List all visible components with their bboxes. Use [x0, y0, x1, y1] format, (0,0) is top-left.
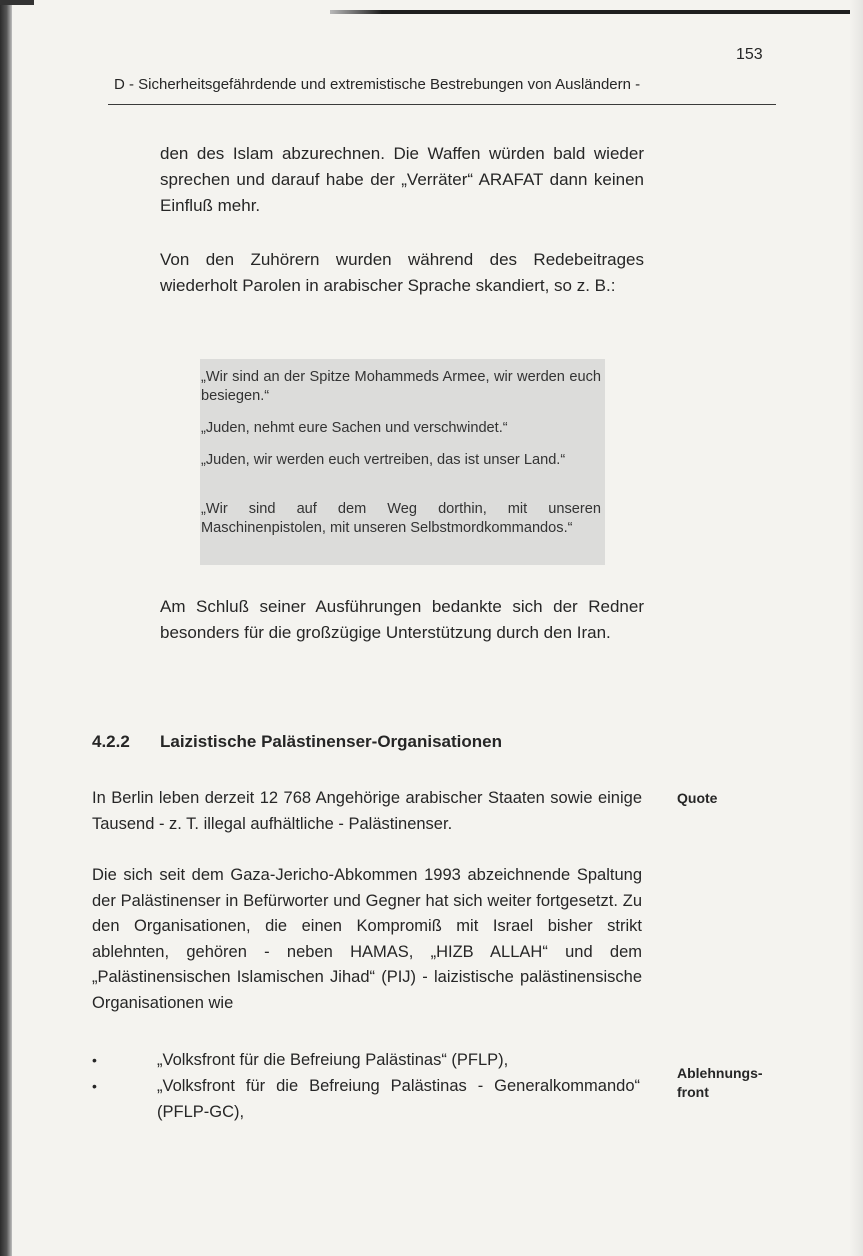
paragraph-closing: Am Schluß seiner Ausführungen bedankte sich der Redner besonders für die großzügige Unterstützung durch den Iran.	[160, 597, 644, 642]
list-item-text: „Volksfront für die Befreiung Palästinas“ (PFLP),	[157, 1051, 509, 1069]
page-number: 153	[736, 46, 763, 63]
margin-note: Ablehnungs-front	[677, 1065, 763, 1100]
margin-note: Quote	[677, 790, 718, 806]
top-edge-rule	[330, 10, 850, 14]
body-paragraph: In Berlin leben derzeit 12 768 Angehörige arabischer Staaten sowie einige Tausend - z. T. illegal aufhältliche - Palästinenser.	[92, 789, 642, 833]
quote-item: „Juden, wir werden euch vertreiben, das ist unser Land.“	[201, 452, 566, 468]
quote-item: „Juden, nehmt eure Sachen und verschwindet.“	[201, 420, 508, 436]
paragraph-continuation: den des Islam abzurechnen. Die Waffen würden bald wieder sprechen und darauf habe der „Verräter“ ARAFAT dann keinen Einfluß mehr.	[160, 144, 644, 215]
bullet-icon: •	[92, 1052, 97, 1068]
list-item-text: „Volksfront für die Befreiung Palästinas - Generalkommando“ (PFLP-GC),	[157, 1077, 640, 1121]
paragraph-slogans-intro: Von den Zuhörern wurden während des Redebeitrages wiederholt Parolen in arabischer Sprache skandiert, so z. B.:	[160, 250, 644, 295]
book-spine	[0, 0, 12, 1256]
body-paragraph: Die sich seit dem Gaza-Jericho-Abkommen 1993 abzeichnende Spaltung der Palästinenser in Befürworter und Gegner hat sich weiter fortgesetzt. Zu den Organisationen, die einen Kompromiß mit Israel bisher strikt ablehnten, gehören - neben HAMAS, „HIZB ALLAH“ und dem „Palästinensischen Islamischen Jihad“ (PIJ) - laizistische palästinensische Organisationen wie	[92, 866, 642, 1012]
section-title: Laizistische Palästinenser-Organisationen	[160, 732, 503, 751]
quote-item: „Wir sind auf dem Weg dorthin, mit unseren Maschinenpistolen, mit unseren Selbstmordkommandos.“	[201, 501, 601, 536]
quote-item: „Wir sind an der Spitze Mohammeds Armee, wir werden euch besiegen.“	[201, 369, 601, 404]
running-header: D - Sicherheitsgefährdende und extremistische Bestrebungen von Ausländern -	[114, 76, 641, 93]
spine-top-edge	[0, 0, 34, 5]
section-number: 4.2.2	[92, 732, 130, 751]
page-edge-shadow	[849, 0, 863, 1256]
header-rule	[108, 104, 776, 105]
bullet-icon: •	[92, 1078, 97, 1094]
